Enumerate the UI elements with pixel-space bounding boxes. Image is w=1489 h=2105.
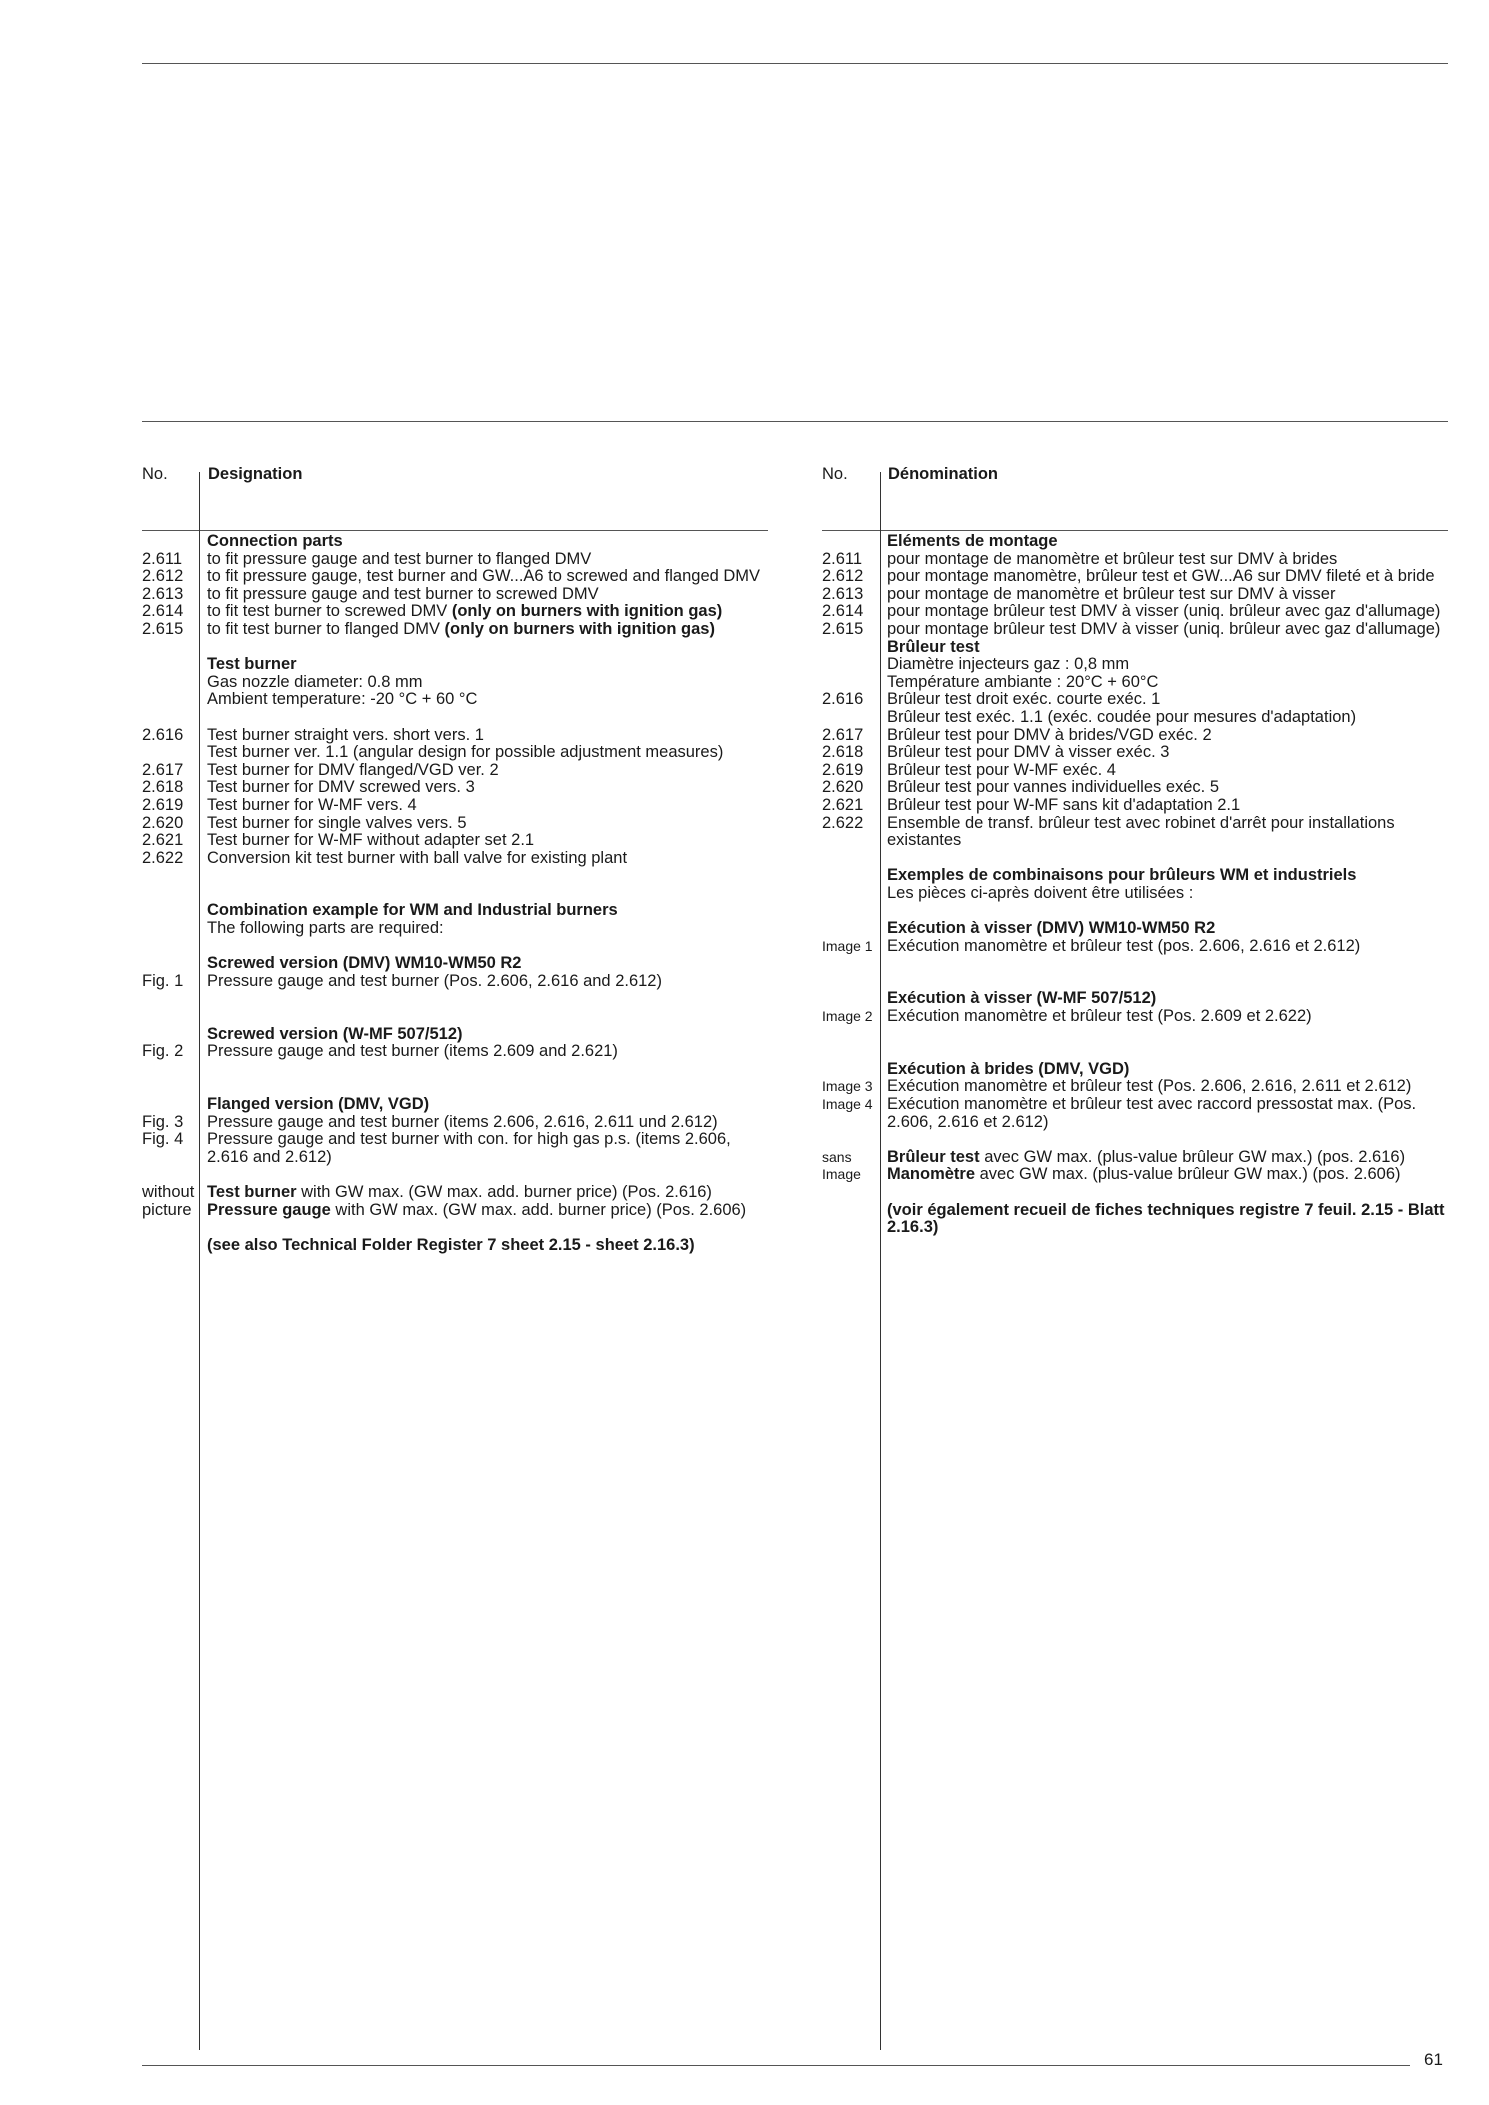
- item-text: [207, 1237, 762, 1255]
- right-table-row: [822, 779, 1452, 797]
- item-number: 2.617: [822, 725, 864, 744]
- left-table-row: [142, 850, 762, 868]
- item-number: 2.621: [142, 831, 184, 850]
- item-text-main: Test burner straight vers. short vers. 1: [207, 725, 484, 744]
- item-text-main: (see also Technical Folder Register 7 sheet 2.15 - sheet 2.16.3): [207, 1235, 695, 1254]
- right-table-row: [822, 1096, 1452, 1131]
- right-table-row: [822, 639, 1452, 657]
- item-text-bold: (only on burners with ignition gas): [447, 602, 723, 621]
- left-table-row: [142, 744, 762, 762]
- spacer: [142, 1219, 762, 1237]
- left-table-row: [142, 586, 762, 604]
- item-text-main: pour montage manomètre, brûleur test et GW...A6 sur DMV fileté et à bride: [887, 567, 1435, 586]
- item-text: [887, 762, 1452, 780]
- item-text-main: Exécution manomètre et brûleur test (pos. 2.606, 2.616 et 2.612): [887, 936, 1361, 955]
- right-header-no: No.: [822, 465, 848, 483]
- item-text: [887, 603, 1452, 621]
- item-text-main: (voir également recueil de fiches techniques registre 7 feuil. 2.15 - Blatt 2.16.3): [887, 1200, 1445, 1237]
- item-text-main: Exemples de combinaisons pour brûleurs WM et industriels: [887, 866, 1357, 885]
- right-header-rule: [822, 530, 1448, 531]
- item-number: 2.614: [142, 602, 184, 621]
- item-text-main: Flanged version (DMV, VGD): [207, 1095, 430, 1113]
- item-text: [207, 1026, 762, 1044]
- right-table-row: [822, 603, 1452, 621]
- item-text: [207, 674, 762, 692]
- item-text: [207, 656, 762, 674]
- item-text: [887, 586, 1452, 604]
- item-number: Fig. 2: [142, 1042, 184, 1061]
- page-number: 61: [1424, 2050, 1443, 2069]
- left-table-row: [142, 727, 762, 745]
- item-text-main: Brûleur test pour DMV à visser exéc. 3: [887, 743, 1170, 762]
- item-text-main: Exécution manomètre et brûleur test (Pos. 2.609 et 2.622): [887, 1007, 1312, 1026]
- item-number: 2.619: [142, 795, 184, 814]
- spacer: [142, 709, 762, 727]
- item-text: [207, 603, 762, 621]
- item-text: [887, 1061, 1452, 1079]
- item-number: Image 1: [822, 937, 873, 954]
- item-text: [207, 762, 762, 780]
- item-text: Brûleur test avec GW max. (plus-value brûleur GW max.) (pos. 2.616): [887, 1147, 1406, 1166]
- left-table-row: [142, 762, 762, 780]
- left-column-english: [142, 533, 762, 1254]
- left-table-row: [142, 1202, 762, 1220]
- item-number: 2.618: [822, 743, 864, 762]
- item-text-main: Pressure gauge and test burner (items 2.606, 2.616, 2.611 und 2.612): [207, 1112, 718, 1131]
- item-text-bold: (only on burners with ignition gas): [439, 619, 715, 638]
- item-text: [207, 832, 762, 850]
- item-number: Fig. 4: [142, 1130, 184, 1149]
- right-table-row: [822, 1166, 1452, 1184]
- item-text-main: Brûleur test droit exéc. courte exéc. 1: [887, 690, 1161, 709]
- item-text-main: Connection parts: [207, 532, 343, 550]
- right-table-row: [822, 674, 1452, 692]
- item-text: [887, 1202, 1452, 1237]
- item-text-main: pour montage de manomètre et brûleur test sur DMV à brides: [887, 549, 1338, 568]
- item-text-main: Test burner for W-MF without adapter set 2.1: [207, 831, 535, 850]
- left-header-no: No.: [142, 465, 168, 483]
- item-text: [887, 1078, 1452, 1096]
- left-table-row: [142, 674, 762, 692]
- item-text-main: pour montage brûleur test DMV à visser (uniq. brûleur avec gaz d'allumage): [887, 602, 1441, 621]
- item-number: 2.612: [142, 567, 184, 586]
- right-column-french: [822, 533, 1452, 1237]
- right-table-row: [822, 797, 1452, 815]
- item-text: [207, 568, 762, 586]
- right-table-row: [822, 551, 1452, 569]
- item-text: Manomètre avec GW max. (plus-value brûleur GW max.) (pos. 2.606): [887, 1165, 1401, 1184]
- left-table-row: [142, 1043, 762, 1061]
- item-text-main: Test burner for DMV screwed vers. 3: [207, 778, 475, 797]
- item-text-main: Gas nozzle diameter: 0.8 mm: [207, 672, 423, 691]
- item-text: [887, 990, 1452, 1008]
- spacer: [142, 938, 762, 956]
- spacer: [822, 1026, 1452, 1044]
- item-text: [887, 727, 1452, 745]
- item-number: Image 2: [822, 1008, 873, 1025]
- item-number: 2.615: [822, 619, 864, 638]
- right-table-row: [822, 568, 1452, 586]
- left-table-row: [142, 551, 762, 569]
- item-text: [887, 797, 1452, 815]
- item-text-main: Exécution manomètre et brûleur test avec raccord pressostat max. (Pos. 2.606, 2.616 et 2.612): [887, 1095, 1417, 1131]
- item-text-main: Test burner for W-MF vers. 4: [207, 795, 417, 814]
- item-number: Image 3: [822, 1078, 873, 1095]
- item-text: [207, 920, 762, 938]
- item-text: [207, 955, 762, 973]
- item-text-main: to fit pressure gauge and test burner to screwed DMV: [207, 584, 599, 603]
- item-text: [207, 1114, 762, 1132]
- item-text: [207, 797, 762, 815]
- item-text-main: Test burner: [207, 655, 297, 674]
- item-text: [207, 1131, 762, 1166]
- right-table-row: [822, 656, 1452, 674]
- item-number: Image 4: [822, 1096, 873, 1112]
- right-table-row: [822, 744, 1452, 762]
- item-number: 2.615: [142, 619, 184, 638]
- item-text: [887, 920, 1452, 938]
- item-text-main: pour montage brûleur test DMV à visser (uniq. brûleur avec gaz d'allumage): [887, 619, 1441, 638]
- right-table-row: [822, 920, 1452, 938]
- item-text: [887, 779, 1452, 797]
- item-number: 2.620: [822, 778, 864, 797]
- right-header-designation: Dénomination: [888, 465, 998, 483]
- left-table-row: [142, 1096, 762, 1114]
- item-text-main: Pressure gauge and test burner with con. for high gas p.s. (items 2.606, 2.616 and 2.612): [207, 1130, 731, 1166]
- item-text: [887, 867, 1452, 885]
- item-text-main: Pressure gauge and test burner (Pos. 2.606, 2.616 and 2.612): [207, 971, 662, 990]
- item-text-main: Screwed version (W-MF 507/512): [207, 1024, 463, 1043]
- item-text-main: Brûleur test pour vannes individuelles exéc. 5: [887, 778, 1220, 797]
- right-table-row: [822, 1008, 1452, 1026]
- item-number: 2.616: [142, 725, 184, 744]
- item-number: picture: [142, 1200, 192, 1219]
- left-table-row: [142, 568, 762, 586]
- right-table-row: [822, 938, 1452, 956]
- right-table-row: [822, 1202, 1452, 1237]
- item-text: [887, 674, 1452, 692]
- item-number: 2.622: [142, 848, 184, 867]
- item-text: [207, 850, 762, 868]
- spacer: [822, 850, 1452, 868]
- right-table-row: [822, 691, 1452, 709]
- item-text: [207, 691, 762, 709]
- spacer: [142, 1008, 762, 1026]
- item-text-main: Combination example for WM and Industrial burners: [207, 901, 618, 920]
- item-text-main: Screwed version (DMV) WM10-WM50 R2: [207, 954, 522, 973]
- left-table-row: [142, 1237, 762, 1255]
- item-text-main: Diamètre injecteurs gaz : 0,8 mm: [887, 655, 1130, 674]
- item-text-bold: Test burner: [207, 1182, 297, 1201]
- item-text-main: Eléments de montage: [887, 532, 1058, 550]
- left-header-designation: Designation: [208, 465, 303, 483]
- item-text: [207, 973, 762, 991]
- item-number: without: [142, 1182, 195, 1201]
- left-table-row: [142, 656, 762, 674]
- item-number: Fig. 1: [142, 971, 184, 990]
- spacer: [142, 639, 762, 657]
- item-number: Fig. 3: [142, 1112, 184, 1131]
- item-text: [207, 621, 762, 639]
- item-text-main: Ensemble de transf. brûleur test avec robinet d'arrêt pour installations existantes: [887, 813, 1395, 850]
- item-text: [887, 938, 1452, 956]
- item-text: [887, 568, 1452, 586]
- item-text: [887, 621, 1452, 639]
- item-text: [887, 815, 1452, 850]
- spacer: [142, 1061, 762, 1079]
- item-text-bold: Pressure gauge: [207, 1200, 331, 1219]
- item-text-main: to fit test burner to screwed DMV: [207, 602, 448, 621]
- right-table-row: [822, 1078, 1452, 1096]
- left-table-row: [142, 920, 762, 938]
- item-text-main: to fit test burner to flanged DMV: [207, 619, 440, 638]
- item-text-main: Brûleur test pour DMV à brides/VGD exéc. 2: [887, 725, 1212, 744]
- item-text: [887, 533, 1452, 551]
- right-table-row: [822, 885, 1452, 903]
- item-number: 2.613: [822, 584, 864, 603]
- item-text: [887, 744, 1452, 762]
- item-number: 2.622: [822, 813, 864, 832]
- item-text-main: Brûleur test: [887, 637, 980, 656]
- item-text-main: Brûleur test pour W-MF exéc. 4: [887, 760, 1116, 779]
- item-text: [887, 639, 1452, 657]
- item-text: [207, 779, 762, 797]
- item-text-bold: Manomètre: [887, 1165, 976, 1184]
- item-text: Pressure gauge with GW max. (GW max. add. burner price) (Pos. 2.606): [207, 1200, 747, 1219]
- item-text-main: Exécution à visser (W-MF 507/512): [887, 989, 1157, 1008]
- spacer: [142, 1166, 762, 1184]
- left-table-row: [142, 973, 762, 991]
- spacer: [822, 1131, 1452, 1149]
- spacer: [142, 1078, 762, 1096]
- bottom-rule: [142, 2065, 1410, 2066]
- right-table-row: [822, 990, 1452, 1008]
- section-rule: [142, 421, 1448, 422]
- item-text-main: to fit pressure gauge and test burner to flanged DMV: [207, 549, 592, 568]
- item-text: [887, 709, 1452, 727]
- left-table-row: [142, 1131, 762, 1166]
- item-text: [207, 727, 762, 745]
- item-text: [207, 902, 762, 920]
- item-number: 2.618: [142, 778, 184, 797]
- item-text: [887, 1008, 1452, 1026]
- item-text-main: Test burner for single valves vers. 5: [207, 813, 467, 832]
- right-table-row: [822, 815, 1452, 850]
- right-table-row: [822, 533, 1452, 551]
- left-header-rule: [142, 530, 768, 531]
- left-table-row: [142, 955, 762, 973]
- right-table-row: [822, 621, 1452, 639]
- item-text: Test burner with GW max. (GW max. add. burner price) (Pos. 2.616): [207, 1182, 712, 1201]
- right-table-row: [822, 586, 1452, 604]
- item-text-main: Exécution à brides (DMV, VGD): [887, 1059, 1130, 1078]
- left-table-row: [142, 832, 762, 850]
- item-text: [887, 656, 1452, 674]
- item-number: 2.621: [822, 795, 864, 814]
- item-text: [887, 691, 1452, 709]
- top-rule: [142, 63, 1448, 64]
- item-text-main: pour montage de manomètre et brûleur test sur DMV à visser: [887, 584, 1336, 603]
- spacer: [822, 955, 1452, 973]
- item-text-main: Conversion kit test burner with ball valve for existing plant: [207, 848, 628, 867]
- item-text-main: Exécution manomètre et brûleur test (Pos. 2.606, 2.616, 2.611 et 2.612): [887, 1077, 1412, 1096]
- item-text-main: Exécution à visser (DMV) WM10-WM50 R2: [887, 919, 1216, 938]
- item-text-bold: Brûleur test: [887, 1147, 980, 1166]
- spacer: [142, 885, 762, 903]
- item-number: 2.611: [822, 549, 863, 568]
- right-table-row: [822, 762, 1452, 780]
- right-table-row: [822, 727, 1452, 745]
- item-number: 2.611: [142, 549, 183, 568]
- item-text-main: The following parts are required:: [207, 919, 444, 938]
- item-number: 2.617: [142, 760, 184, 779]
- item-text: [207, 1096, 762, 1114]
- left-table-row: [142, 1026, 762, 1044]
- item-text-main: Pressure gauge and test burner (items 2.609 and 2.621): [207, 1042, 618, 1061]
- item-number: sans: [822, 1148, 852, 1165]
- item-number: 2.614: [822, 602, 864, 621]
- item-number: Image: [822, 1166, 861, 1183]
- item-number: 2.613: [142, 584, 184, 603]
- left-table-row: [142, 1114, 762, 1132]
- item-text: [207, 533, 762, 551]
- right-table-row: [822, 709, 1452, 727]
- spacer: [822, 973, 1452, 991]
- right-table-row: [822, 1149, 1452, 1167]
- spacer: [822, 1184, 1452, 1202]
- item-number: 2.619: [822, 760, 864, 779]
- item-text-main: Les pièces ci-après doivent être utilisées :: [887, 883, 1194, 902]
- item-text: [207, 551, 762, 569]
- spacer: [142, 867, 762, 885]
- spacer: [822, 1043, 1452, 1061]
- item-text-main: Brûleur test exéc. 1.1 (exéc. coudée pour mesures d'adaptation): [887, 707, 1357, 726]
- right-table-row: [822, 1061, 1452, 1079]
- item-number: 2.620: [142, 813, 184, 832]
- left-table-row: [142, 797, 762, 815]
- item-text-main: Brûleur test pour W-MF sans kit d'adaptation 2.1: [887, 795, 1241, 814]
- left-table-row: [142, 621, 762, 639]
- item-text-main: Ambient temperature: -20 °C + 60 °C: [207, 690, 478, 709]
- item-text: [207, 586, 762, 604]
- left-table-row: [142, 603, 762, 621]
- left-table-row: [142, 1184, 762, 1202]
- spacer: [822, 902, 1452, 920]
- item-text-main: to fit pressure gauge, test burner and GW...A6 to screwed and flanged DMV: [207, 567, 761, 586]
- item-text-main: Test burner for DMV flanged/VGD ver. 2: [207, 760, 499, 779]
- item-text: [887, 885, 1452, 903]
- item-text-main: Température ambiante : 20°C + 60°C: [887, 672, 1159, 691]
- left-table-row: [142, 691, 762, 709]
- item-text: [207, 1043, 762, 1061]
- item-text-main: Test burner ver. 1.1 (angular design for possible adjustment measures): [207, 743, 724, 762]
- left-table-row: [142, 815, 762, 833]
- item-text: [887, 551, 1452, 569]
- left-table-row: [142, 902, 762, 920]
- item-text: [207, 815, 762, 833]
- item-text: [887, 1096, 1452, 1131]
- item-number: 2.616: [822, 690, 864, 709]
- left-table-row: [142, 779, 762, 797]
- spacer: [142, 990, 762, 1008]
- right-table-row: [822, 867, 1452, 885]
- item-text: [207, 744, 762, 762]
- item-number: 2.612: [822, 567, 864, 586]
- left-table-row: [142, 533, 762, 551]
